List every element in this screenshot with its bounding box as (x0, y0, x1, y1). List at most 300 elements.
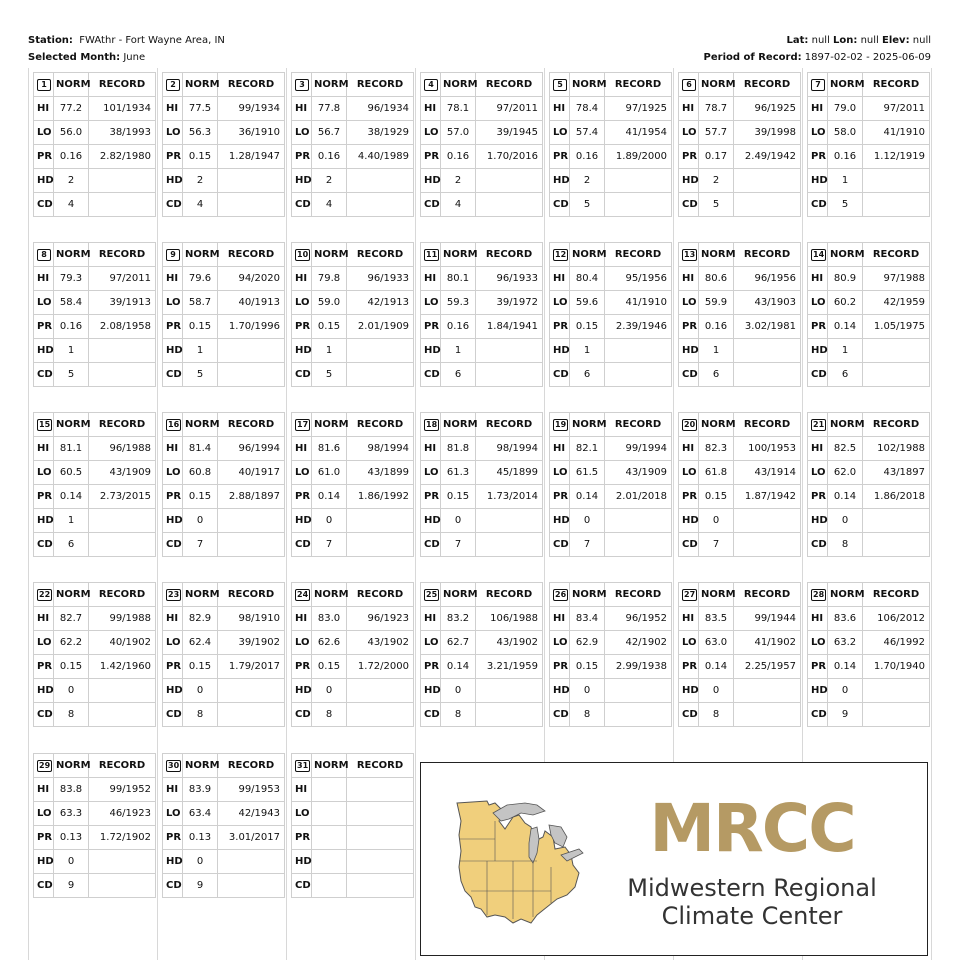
data-row (808, 631, 930, 655)
row-label: HI (808, 97, 828, 121)
data-row (163, 802, 285, 826)
record-value: 3.01/2017 (218, 826, 285, 850)
data-row (679, 145, 801, 169)
norm-value: 5 (54, 363, 89, 387)
norm-value: 4 (183, 193, 218, 217)
day-number-cell (34, 754, 54, 778)
norm-header: NORM (570, 583, 605, 607)
record-value: 43/1902 (347, 631, 414, 655)
data-row (34, 193, 156, 217)
data-row (550, 533, 672, 557)
norm-value: 0.16 (54, 145, 89, 169)
record-value: 39/1945 (476, 121, 543, 145)
row-label: PR (679, 145, 699, 169)
row-label: HD (421, 509, 441, 533)
row-label: HD (679, 339, 699, 363)
norm-value: 6 (441, 363, 476, 387)
row-label: HI (550, 437, 570, 461)
norm-value: 7 (699, 533, 734, 557)
record-value (218, 703, 285, 727)
day-cell (678, 242, 800, 392)
day-table (420, 72, 543, 217)
record-value: 96/1925 (734, 97, 801, 121)
data-row (808, 121, 930, 145)
day-cell (33, 72, 155, 222)
norm-value: 57.0 (441, 121, 476, 145)
data-row (34, 631, 156, 655)
row-label: HI (34, 607, 54, 631)
day-cell (678, 582, 800, 732)
data-row (34, 533, 156, 557)
day-number-cell (292, 583, 312, 607)
record-value: 1.42/1960 (89, 655, 156, 679)
record-value: 97/1925 (605, 97, 672, 121)
data-row (679, 485, 801, 509)
norm-header: NORM (828, 73, 863, 97)
norm-header: NORM (441, 583, 476, 607)
row-label: HI (808, 267, 828, 291)
norm-value: 61.8 (699, 461, 734, 485)
data-row (292, 631, 414, 655)
data-row (421, 121, 543, 145)
norm-value: 83.9 (183, 778, 218, 802)
row-label: HD (421, 339, 441, 363)
day-number-cell (550, 73, 570, 97)
location-line (787, 35, 931, 46)
day-table (291, 753, 414, 898)
row-label: PR (808, 145, 828, 169)
data-row (679, 631, 801, 655)
norm-value: 5 (312, 363, 347, 387)
norm-value: 0.16 (54, 315, 89, 339)
day-cell (420, 242, 542, 392)
norm-header: NORM (183, 73, 218, 97)
day-table (33, 582, 156, 727)
row-label: HI (292, 607, 312, 631)
record-value (347, 826, 414, 850)
norm-value: 59.6 (570, 291, 605, 315)
norm-value: 0 (312, 679, 347, 703)
record-value: 96/1933 (347, 267, 414, 291)
station-label: Station: (28, 35, 73, 46)
norm-value: 1 (828, 339, 863, 363)
norm-value: 78.7 (699, 97, 734, 121)
data-row (292, 509, 414, 533)
norm-value (312, 802, 347, 826)
record-header: RECORD (218, 583, 285, 607)
norm-value: 81.4 (183, 437, 218, 461)
data-row (292, 778, 414, 802)
norm-value: 0.14 (441, 655, 476, 679)
data-row (550, 655, 672, 679)
data-row (292, 703, 414, 727)
data-row (292, 315, 414, 339)
row-label: CD (679, 193, 699, 217)
record-value (218, 363, 285, 387)
data-row (34, 145, 156, 169)
data-row (550, 145, 672, 169)
data-row (292, 461, 414, 485)
norm-value: 0.14 (828, 655, 863, 679)
norm-header: NORM (183, 413, 218, 437)
norm-value: 9 (54, 874, 89, 898)
norm-value: 0 (570, 679, 605, 703)
day-table (162, 72, 285, 217)
day-header-row (421, 583, 543, 607)
record-value (734, 703, 801, 727)
norm-value: 0.16 (441, 145, 476, 169)
data-row (550, 121, 672, 145)
day-header-row (808, 583, 930, 607)
day-cell (162, 582, 284, 732)
day-header-row (421, 243, 543, 267)
row-label: HI (163, 437, 183, 461)
record-value (734, 363, 801, 387)
row-label: CD (808, 363, 828, 387)
record-value: 97/2011 (89, 267, 156, 291)
norm-value (312, 850, 347, 874)
day-header-row (679, 583, 801, 607)
row-label: PR (34, 315, 54, 339)
day-cell (807, 242, 929, 392)
record-header: RECORD (476, 243, 543, 267)
data-row (679, 607, 801, 631)
day-header-row (163, 243, 285, 267)
data-row (421, 607, 543, 631)
record-value: 102/1988 (863, 437, 930, 461)
norm-value: 8 (699, 703, 734, 727)
norm-value: 0.16 (828, 145, 863, 169)
norm-header: NORM (312, 413, 347, 437)
data-row (421, 363, 543, 387)
day-number: 24 (297, 589, 309, 599)
column-divider (931, 68, 932, 960)
row-label: CD (163, 193, 183, 217)
data-row (808, 509, 930, 533)
norm-value: 62.9 (570, 631, 605, 655)
month-line (28, 52, 145, 63)
data-row (163, 193, 285, 217)
norm-value: 5 (828, 193, 863, 217)
data-row (679, 169, 801, 193)
data-row (421, 679, 543, 703)
norm-value: 9 (183, 874, 218, 898)
norm-value: 0 (54, 679, 89, 703)
record-header: RECORD (347, 583, 414, 607)
record-value (476, 339, 543, 363)
day-table (33, 412, 156, 557)
record-value: 40/1902 (89, 631, 156, 655)
row-label: HD (34, 679, 54, 703)
record-value: 1.70/1996 (218, 315, 285, 339)
norm-value: 63.0 (699, 631, 734, 655)
day-header-row (163, 754, 285, 778)
day-table (162, 242, 285, 387)
norm-value: 61.5 (570, 461, 605, 485)
norm-value: 0.15 (183, 485, 218, 509)
norm-value: 0.14 (828, 315, 863, 339)
norm-value: 57.4 (570, 121, 605, 145)
data-row (421, 655, 543, 679)
data-row (292, 802, 414, 826)
day-number: 11 (426, 249, 438, 259)
record-header: RECORD (476, 413, 543, 437)
data-row (550, 703, 672, 727)
day-table (807, 242, 930, 387)
row-label: HD (34, 850, 54, 874)
record-value: 2.82/1980 (89, 145, 156, 169)
norm-value: 1 (570, 339, 605, 363)
day-number-cell (550, 413, 570, 437)
data-row (550, 485, 672, 509)
record-value: 40/1913 (218, 291, 285, 315)
day-number-cell (421, 413, 441, 437)
norm-value: 0 (828, 509, 863, 533)
norm-value: 1 (441, 339, 476, 363)
norm-header: NORM (699, 583, 734, 607)
day-cell (291, 753, 413, 903)
day-number: 14 (813, 249, 825, 259)
day-table (420, 242, 543, 387)
data-row (292, 145, 414, 169)
record-header: RECORD (476, 73, 543, 97)
record-header: RECORD (734, 413, 801, 437)
period-line (704, 52, 931, 63)
row-label: LO (421, 121, 441, 145)
day-cell (420, 72, 542, 222)
record-value: 95/1956 (605, 267, 672, 291)
data-row (292, 607, 414, 631)
norm-header: NORM (699, 73, 734, 97)
norm-header: NORM (828, 583, 863, 607)
record-header: RECORD (734, 583, 801, 607)
norm-header: NORM (312, 243, 347, 267)
row-label: HD (421, 169, 441, 193)
day-cell (291, 242, 413, 392)
day-number: 19 (555, 419, 567, 429)
row-label: CD (34, 533, 54, 557)
norm-value: 83.8 (54, 778, 89, 802)
record-value: 96/1952 (605, 607, 672, 631)
row-label: PR (34, 655, 54, 679)
record-header: RECORD (734, 73, 801, 97)
day-header-row (292, 243, 414, 267)
record-value: 42/1943 (218, 802, 285, 826)
day-number: 16 (168, 419, 180, 429)
norm-value: 79.0 (828, 97, 863, 121)
period-value: 1897-02-02 - 2025-06-09 (804, 52, 931, 63)
midwest-map-icon (447, 791, 597, 931)
record-value: 101/1934 (89, 97, 156, 121)
day-header-row (292, 583, 414, 607)
row-label: LO (34, 631, 54, 655)
record-value: 99/1994 (605, 437, 672, 461)
record-value: 42/1902 (605, 631, 672, 655)
norm-header: NORM (312, 73, 347, 97)
norm-value: 0.14 (570, 485, 605, 509)
record-value (218, 874, 285, 898)
row-label: PR (163, 145, 183, 169)
norm-value: 6 (828, 363, 863, 387)
data-row (808, 533, 930, 557)
norm-header: NORM (54, 583, 89, 607)
record-value (734, 169, 801, 193)
day-header-row (34, 73, 156, 97)
record-value (89, 679, 156, 703)
data-row (421, 267, 543, 291)
row-label: CD (292, 703, 312, 727)
norm-value: 82.5 (828, 437, 863, 461)
norm-value: 60.2 (828, 291, 863, 315)
record-value: 1.05/1975 (863, 315, 930, 339)
row-label: LO (808, 291, 828, 315)
norm-value: 0.16 (699, 315, 734, 339)
data-row (34, 874, 156, 898)
day-number-cell (808, 413, 828, 437)
data-row (34, 315, 156, 339)
record-value (347, 778, 414, 802)
data-row (808, 291, 930, 315)
record-value: 96/1923 (347, 607, 414, 631)
record-value: 2.99/1938 (605, 655, 672, 679)
record-value: 2.25/1957 (734, 655, 801, 679)
row-label: HD (550, 169, 570, 193)
record-value (218, 339, 285, 363)
data-row (421, 533, 543, 557)
day-number: 4 (424, 79, 438, 91)
record-value (863, 193, 930, 217)
record-header: RECORD (347, 754, 414, 778)
record-value (347, 363, 414, 387)
day-number-cell (808, 73, 828, 97)
norm-value: 81.1 (54, 437, 89, 461)
data-row (163, 97, 285, 121)
data-row (163, 485, 285, 509)
norm-header: NORM (441, 73, 476, 97)
day-table (291, 72, 414, 217)
row-label: HD (808, 679, 828, 703)
day-table (162, 412, 285, 557)
data-row (163, 703, 285, 727)
record-value: 1.87/1942 (734, 485, 801, 509)
norm-value: 7 (570, 533, 605, 557)
row-label: CD (421, 193, 441, 217)
data-row (292, 655, 414, 679)
row-label: HI (679, 97, 699, 121)
day-number-cell (679, 413, 699, 437)
record-value: 39/1902 (218, 631, 285, 655)
norm-value: 8 (54, 703, 89, 727)
record-header: RECORD (218, 413, 285, 437)
record-value (476, 679, 543, 703)
norm-value: 0 (441, 509, 476, 533)
day-number: 18 (426, 419, 438, 429)
data-row (34, 655, 156, 679)
day-number-cell (292, 73, 312, 97)
data-row (163, 461, 285, 485)
row-label: LO (421, 291, 441, 315)
row-label: HI (550, 607, 570, 631)
day-header-row (292, 754, 414, 778)
row-label: PR (679, 655, 699, 679)
day-number-cell (421, 583, 441, 607)
data-row (808, 655, 930, 679)
day-number: 29 (39, 760, 51, 770)
day-number: 9 (166, 249, 180, 261)
norm-value: 56.3 (183, 121, 218, 145)
record-value: 106/1988 (476, 607, 543, 631)
record-value (89, 533, 156, 557)
day-header-row (34, 583, 156, 607)
data-row (808, 703, 930, 727)
day-cell (33, 582, 155, 732)
row-label: HI (34, 267, 54, 291)
day-number: 5 (553, 79, 567, 91)
record-value: 42/1959 (863, 291, 930, 315)
data-row (292, 363, 414, 387)
row-label: CD (550, 703, 570, 727)
record-value: 3.02/1981 (734, 315, 801, 339)
data-row (163, 315, 285, 339)
row-label: LO (292, 802, 312, 826)
data-row (808, 363, 930, 387)
record-value: 1.28/1947 (218, 145, 285, 169)
record-value: 2.73/2015 (89, 485, 156, 509)
norm-value: 6 (54, 533, 89, 557)
data-row (679, 339, 801, 363)
record-header: RECORD (863, 243, 930, 267)
row-label: HD (292, 850, 312, 874)
row-label: CD (292, 533, 312, 557)
data-row (550, 461, 672, 485)
row-label: CD (550, 363, 570, 387)
record-header: RECORD (347, 413, 414, 437)
data-row (34, 97, 156, 121)
row-label: HD (808, 339, 828, 363)
record-value (476, 169, 543, 193)
row-label: LO (163, 121, 183, 145)
record-value: 106/2012 (863, 607, 930, 631)
data-row (679, 679, 801, 703)
row-label: HD (679, 679, 699, 703)
record-header: RECORD (218, 754, 285, 778)
data-row (34, 267, 156, 291)
norm-value: 9 (828, 703, 863, 727)
record-value: 41/1954 (605, 121, 672, 145)
data-row (808, 193, 930, 217)
data-row (679, 315, 801, 339)
norm-value: 5 (699, 193, 734, 217)
row-label: PR (421, 145, 441, 169)
record-header: RECORD (734, 243, 801, 267)
norm-value: 77.2 (54, 97, 89, 121)
data-row (421, 437, 543, 461)
day-header-row (808, 243, 930, 267)
record-value (734, 193, 801, 217)
row-label: LO (34, 121, 54, 145)
day-header-row (421, 73, 543, 97)
record-value: 94/2020 (218, 267, 285, 291)
data-row (421, 145, 543, 169)
norm-header: NORM (441, 243, 476, 267)
record-value: 41/1910 (605, 291, 672, 315)
norm-value: 78.1 (441, 97, 476, 121)
row-label: HI (421, 97, 441, 121)
row-label: CD (679, 703, 699, 727)
record-value (734, 533, 801, 557)
norm-header: NORM (312, 754, 347, 778)
record-value (605, 533, 672, 557)
